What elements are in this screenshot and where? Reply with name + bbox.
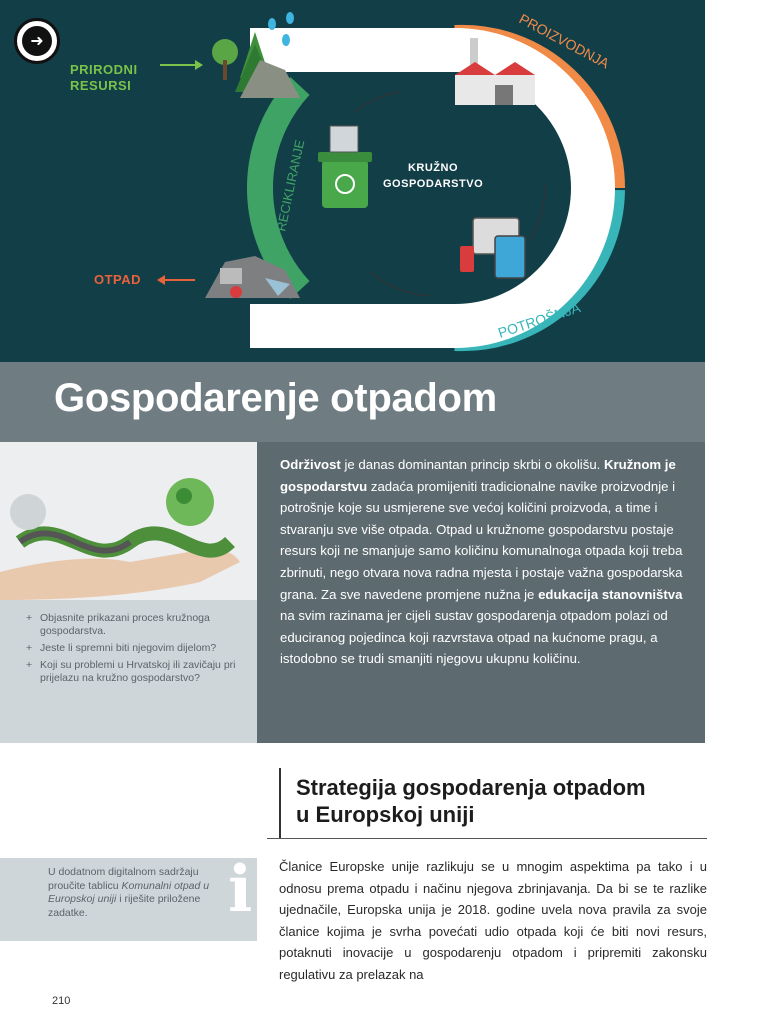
section-rule-horizontal [267,838,707,839]
section-title: Strategija gospodarenja otpadom u Europskoj uniji [296,775,646,827]
intro-text: zadaća promijeniti tradicionalne navike proizvodnje i potrošnje koje su usmjerene sve većoj količini proizvoda, a time i stvaranju sve više otpada. Otpad u kružnome gospodarstvu postaje resurs koji ne smanjuje samo količinu komunalnoga otpada koji treba zbrinuti, nego otvara nova radna mjesta i postaje važna gospodarska grana. Za sve navedene promjene nužna je [280,478,683,602]
intro-bold-term: Kružnom je gospodarstvu [280,457,676,494]
label-proizvodnja: PROIZVODNJA [516,10,613,72]
section-rule-vertical [279,768,281,838]
page-title: Gospodarenje otpadom [54,376,497,420]
cycle-arrow [530,185,545,240]
page-number: 210 [52,995,71,1007]
discussion-questions [0,600,257,743]
recycle-bin-icon [318,126,372,208]
info-icon: i [228,852,253,927]
body-paragraph: Članice Europske unije razlikuju se u mnogim aspektima pa tako i u odnosu prema otpadu i načinu njegova zbrinjavanja. Da bi se te razlike ujednačile, Europska unija je 2018. godine uvela nova pravila za svoje članice kojima je svrha povećati udio otpada koji će biti novi resurs, potaknuti inovacije u gospodarenju otpadom i pripremiti zakonsku regulativu za prelazak na [279,859,707,982]
publisher-logo-icon [14,18,60,64]
title-band [0,362,705,442]
note-text: U dodatnom digitalnom sadržaju proučite tablicu [48,866,199,892]
intro-text: na svim razinama jer cijeli sustav gospodarenja otpadom polazi od educiranog pojedinca koji razvrstava otpad na kućnome pragu, a istodobno se trudi smanjiti njegovu ukupnu količinu. [280,608,668,667]
cycle-arrow [355,92,400,112]
hand-globe-photo [0,442,257,600]
label-otpad: OTPAD [94,272,142,287]
intro-bold-term: edukacija stanovništva [538,586,683,602]
label-kruzno-gospodarstvo: KRUŽNO GOSPODARSTVO [383,162,484,190]
question-item: + Jeste li spremni biti njegovim dijelom? [40,642,237,655]
label-prirodni-resursi: PRIRODNI RESURSI [70,62,138,93]
diagram-graphic [0,0,705,362]
label-potrosnja: POTROŠNJA [495,299,583,341]
otpad-arrowhead [157,275,165,285]
cycle-arrow [370,272,430,296]
circular-economy-diagram [0,0,705,362]
photo-graphic [0,442,257,600]
label-recikliranje: RECIKLIRANJE [273,138,308,233]
note-table-title: Komunalni otpad u Europskoj uniji [48,879,210,905]
question-item: + Objasnite prikazani proces kružnoga gospodarstva. [40,612,237,638]
digital-content-note [0,858,257,941]
resources-arrowhead [195,60,203,70]
logo-arrow-icon: ➜ [22,26,52,56]
intro-text: je danas dominantan princip skrbi o okolišu. [340,457,604,472]
note-text: i riješite priložene zadatke. [48,893,201,919]
intro-paragraph [257,442,705,743]
question-item: + Koji su problemi u Hrvatskoj ili zavičaju pri prijelazu na kružno gospodarstvo? [40,659,237,685]
intro-bold-term: Održivost [280,457,341,472]
